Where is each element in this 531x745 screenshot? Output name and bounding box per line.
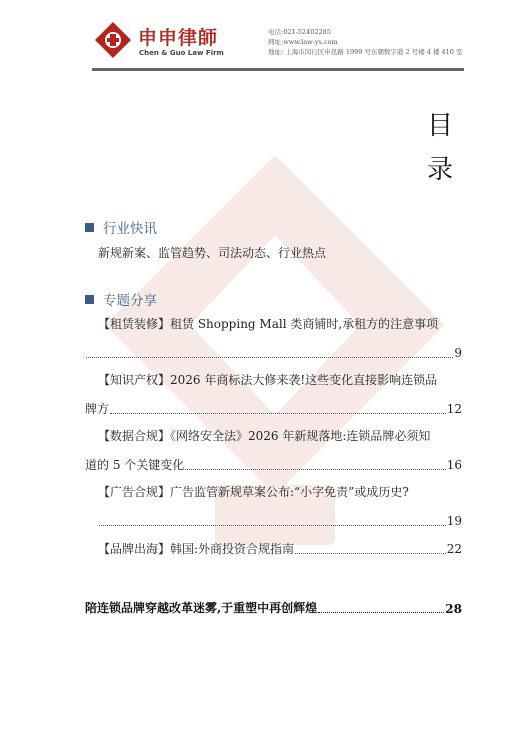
- letterhead: [0, 0, 531, 72]
- toc-entry-title: 【品牌出海】韩国:外商投资合规指南: [98, 542, 295, 556]
- dot-leader: [318, 612, 444, 613]
- toc-page-number: 19: [446, 514, 462, 528]
- toc-entry-1[interactable]: [85, 317, 462, 361]
- toc-page-number: 28: [445, 602, 462, 616]
- section-topics: [85, 289, 157, 309]
- phone-text: 电话:021-52402285: [268, 28, 331, 36]
- toc-entry-continued: 牌方: [85, 402, 110, 416]
- toc-entry-title: 【数据合规】《网络安全法》2026 年新规落地:连锁品牌必须知: [98, 429, 431, 443]
- dot-leader: [295, 553, 446, 554]
- closing-title: 陪连锁品牌穿越改革迷雾,于重塑中再创辉煌: [85, 601, 318, 615]
- toc-entry-4[interactable]: [85, 485, 462, 529]
- square-bullet-icon: [85, 223, 94, 232]
- toc-title: [425, 104, 455, 192]
- toc-title-char-1: 目: [426, 111, 453, 141]
- toc-entry-title: 【广告合规】广告监管新规草案公布:“小字免责”或成历史?: [98, 485, 409, 499]
- dot-leader: [185, 469, 445, 470]
- contact-info: [268, 27, 463, 57]
- section-heading: 专题分享: [103, 293, 157, 309]
- toc-page-number: 16: [446, 458, 462, 472]
- brand-name-en: Chen & Guo Law Firm: [139, 49, 224, 57]
- toc-entry-title: 【租赁装修】租赁 Shopping Mall 类商铺时,承租方的注意事项: [98, 317, 439, 331]
- toc-page-number: 22: [446, 542, 462, 556]
- brand-name-cn: 申申律師: [138, 27, 219, 49]
- firm-logo-icon: [93, 20, 133, 60]
- toc-entry-5[interactable]: [85, 542, 462, 557]
- dot-leader: [86, 357, 453, 358]
- website-text: 网址:www.law-ys.com: [268, 38, 338, 46]
- toc-entry-3[interactable]: [85, 429, 462, 473]
- address-text: 地址: 上海市闵行区申昆路 1999 号东朝数字港 2 号楼 4 楼 410 室: [268, 48, 463, 56]
- dot-leader: [99, 525, 446, 526]
- toc-entry-continued: 道的 5 个关键变化: [85, 458, 185, 472]
- toc-entry-closing[interactable]: [85, 599, 462, 616]
- toc-page-number: 12: [446, 402, 462, 416]
- toc-entry-2[interactable]: [85, 373, 462, 417]
- toc-page-number: 9: [454, 346, 462, 360]
- section-industry-news: [85, 217, 157, 237]
- toc-title-char-2: 录: [426, 155, 453, 185]
- section-heading: 行业快讯: [103, 221, 157, 237]
- section-industry-news-sub: 新规新案、监管趋势、司法动态、行业热点: [98, 246, 327, 260]
- square-bullet-icon: [85, 295, 94, 304]
- dot-leader: [110, 413, 446, 414]
- header-divider: [92, 68, 464, 71]
- toc-entry-title: 【知识产权】2026 年商标法大修来袭!这些变化直接影响连锁品: [98, 373, 438, 387]
